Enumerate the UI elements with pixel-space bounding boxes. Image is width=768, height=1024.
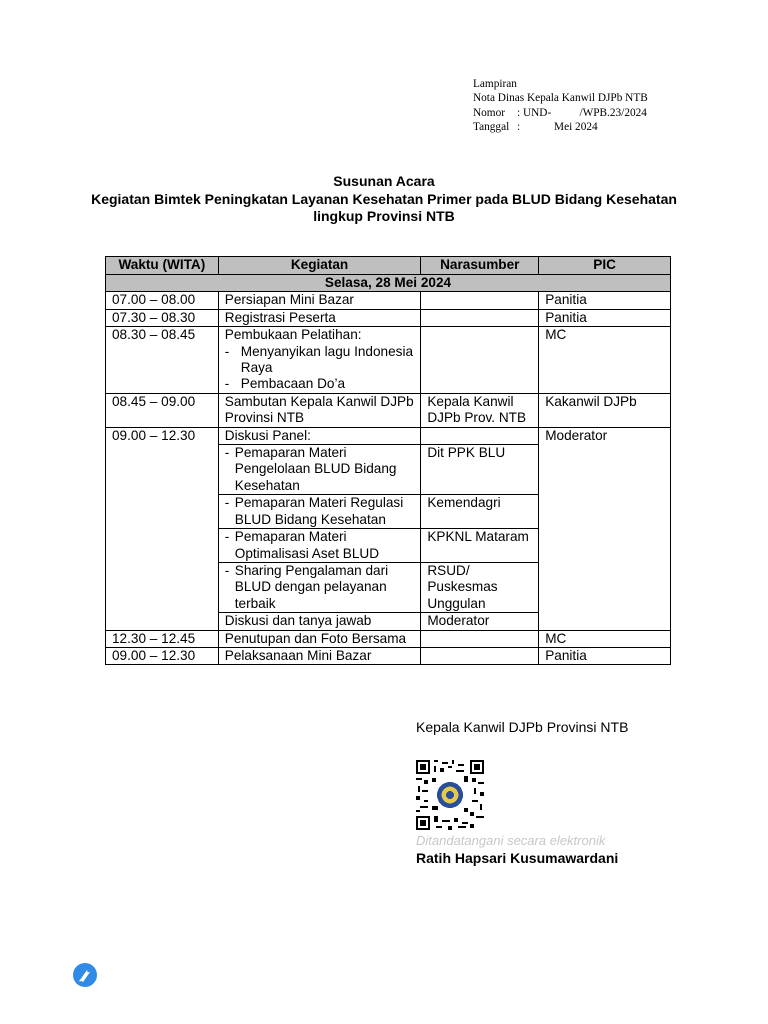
qr-code-icon xyxy=(416,760,484,830)
list-item xyxy=(225,344,415,377)
speaker-cell xyxy=(421,292,539,309)
activity-cell xyxy=(218,327,421,394)
speaker-cell: Kemendagri xyxy=(421,495,539,529)
pic-cell: Panitia xyxy=(539,292,671,309)
table-row xyxy=(106,327,671,394)
activity-cell: Sambutan Kepala Kanwil DJPb Provinsi NTB xyxy=(218,393,421,427)
time-cell: 09.00 – 12.30 xyxy=(106,647,219,664)
memo-number-label: Nomor xyxy=(473,106,506,119)
dash-marker: - xyxy=(224,529,230,545)
activity-cell xyxy=(218,529,421,563)
speaker-cell xyxy=(421,427,539,444)
activity-cell xyxy=(218,562,421,612)
title-line-3: lingkup Provinsi NTB xyxy=(313,208,455,224)
speaker-cell xyxy=(421,327,539,394)
speaker-cell xyxy=(421,630,539,647)
pic-cell: Panitia xyxy=(539,309,671,326)
pic-cell: MC xyxy=(539,327,671,394)
header-pic: PIC xyxy=(539,257,671,275)
memo-date-value: : Mei 2024 xyxy=(517,121,598,134)
table-row xyxy=(106,647,671,664)
pen-nib-icon xyxy=(72,962,98,988)
activity-heading: Pembukaan Pelatihan: xyxy=(224,327,362,343)
agenda-table xyxy=(105,256,671,665)
list-item xyxy=(225,376,415,392)
dash-marker: - xyxy=(224,376,230,392)
activity-cell xyxy=(218,495,421,529)
list-item-text: Pemaparan Materi Pengelolaan BLUD Bidang Kesehatan xyxy=(234,445,397,493)
list-item xyxy=(225,529,415,562)
activity-cell: Persiapan Mini Bazar xyxy=(218,292,421,309)
attachment-label: Lampiran xyxy=(473,78,517,90)
memo-date-label: Tanggal xyxy=(473,121,510,134)
title-line-2: Kegiatan Bimtek Peningkatan Layanan Kesehatan Primer pada BLUD Bidang Kesehatan xyxy=(91,190,677,207)
date-cell: Selasa, 28 Mei 2024 xyxy=(106,275,671,292)
pic-cell: MC xyxy=(539,630,671,647)
date-row xyxy=(106,275,671,292)
memo-number xyxy=(473,106,648,120)
activity-cell: Diskusi dan tanya jawab xyxy=(218,613,421,630)
time-cell: 08.30 – 08.45 xyxy=(106,327,219,394)
activity-cell: Penutupan dan Foto Bersama xyxy=(218,630,421,647)
dash-marker: - xyxy=(224,445,230,461)
speaker-cell xyxy=(421,647,539,664)
time-cell: 12.30 – 12.45 xyxy=(106,630,219,647)
memo-reference: Nota Dinas Kepala Kanwil DJPb NTB xyxy=(473,92,648,105)
dash-marker: - xyxy=(224,343,230,359)
activity-cell xyxy=(218,445,421,495)
pic-cell: Panitia xyxy=(539,647,671,664)
table-header-row xyxy=(106,257,671,275)
speaker-cell: Moderator xyxy=(421,613,539,630)
document-title xyxy=(80,173,688,226)
pic-cell: Kakanwil DJPb xyxy=(539,393,671,427)
title-line-1: Susunan Acara xyxy=(333,173,435,189)
dash-marker: - xyxy=(224,562,230,578)
speaker-cell: Kepala Kanwil DJPb Prov. NTB xyxy=(421,393,539,427)
memo-date xyxy=(473,120,648,134)
activity-cell: Pelaksanaan Mini Bazar xyxy=(218,647,421,664)
speaker-cell: Dit PPK BLU xyxy=(421,445,539,495)
time-cell: 09.00 – 12.30 xyxy=(106,427,219,630)
header-speaker: Narasumber xyxy=(421,257,539,275)
dash-marker: - xyxy=(224,495,230,511)
header-time: Waktu (WITA) xyxy=(106,257,219,275)
list-item-text: Pembacaan Do’a xyxy=(240,376,346,392)
activity-cell: Registrasi Peserta xyxy=(218,309,421,326)
table-row xyxy=(106,393,671,427)
list-item-text: Pemaparan Materi Regulasi BLUD Bidang Kesehatan xyxy=(234,495,404,527)
activity-cell: Diskusi Panel: xyxy=(218,427,421,444)
table-row xyxy=(106,427,671,444)
attachment-header xyxy=(473,77,648,135)
memo-number-value: : UND- /WPB.23/2024 xyxy=(517,106,647,119)
time-cell: 07.30 – 08.30 xyxy=(106,309,219,326)
list-item-text: Menyanyikan lagu Indonesia Raya xyxy=(240,343,414,376)
signature-block xyxy=(416,718,628,736)
signatory-name: Ratih Hapsari Kusumawardani xyxy=(416,850,619,866)
e-signature-note: Ditandatangani secara elektronik xyxy=(416,833,606,848)
table-row xyxy=(106,630,671,647)
time-cell: 08.45 – 09.00 xyxy=(106,393,219,427)
list-item xyxy=(225,495,415,528)
time-cell: 07.00 – 08.00 xyxy=(106,292,219,309)
table-row xyxy=(106,292,671,309)
header-activity: Kegiatan xyxy=(218,257,421,275)
signatory-position: Kepala Kanwil DJPb Provinsi NTB xyxy=(416,719,629,735)
list-item-text: Pemaparan Materi Optimalisasi Aset BLUD xyxy=(234,529,380,561)
list-item xyxy=(225,445,415,494)
pic-cell: Moderator xyxy=(539,427,671,630)
list-item xyxy=(225,563,415,612)
speaker-cell: KPKNL Mataram xyxy=(421,529,539,563)
table-row xyxy=(106,309,671,326)
speaker-cell xyxy=(421,309,539,326)
speaker-cell: RSUD/ Puskesmas Unggulan xyxy=(421,562,539,612)
list-item-text: Sharing Pengalaman dari BLUD dengan pelayanan terbaik xyxy=(234,562,389,611)
